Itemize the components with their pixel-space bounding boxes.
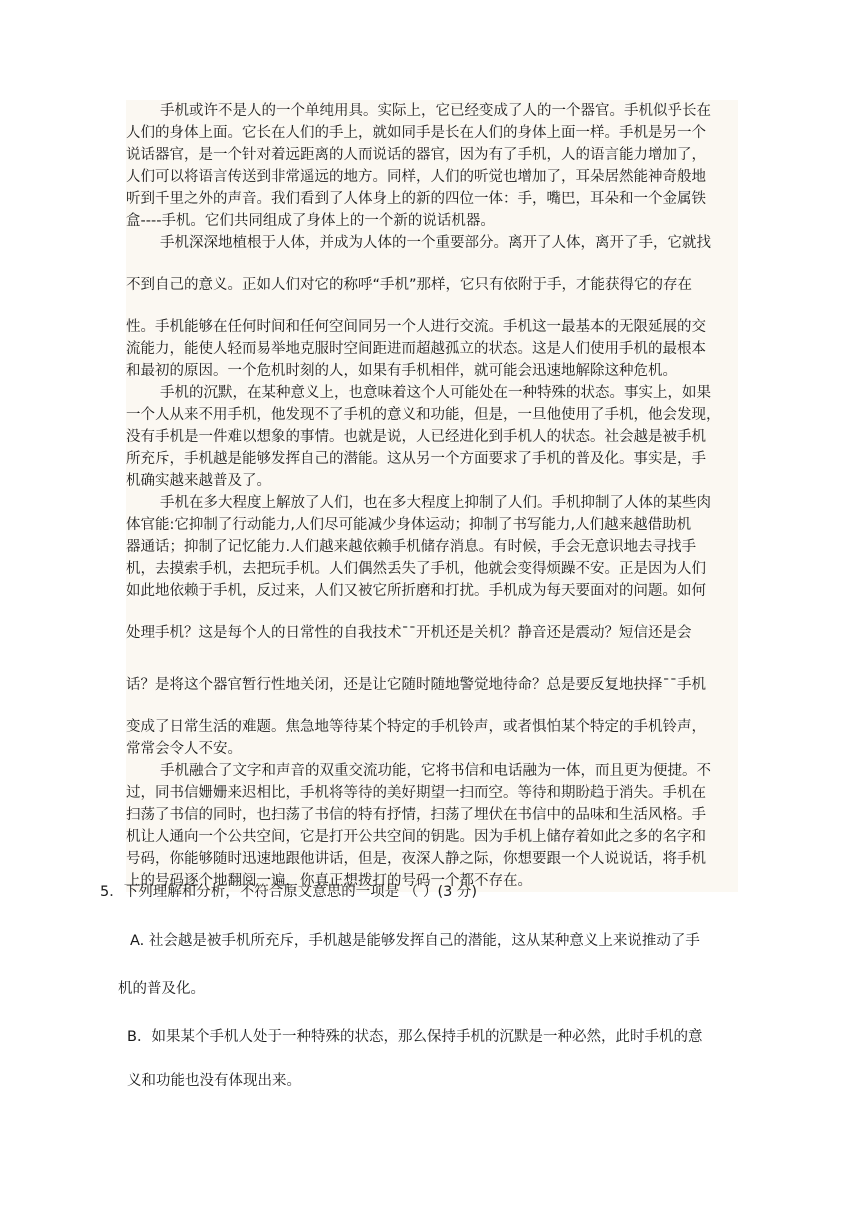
- passage-line: 器通话；抑制了记忆能力.人们越来越依赖手机储存消息。有时候，手会无意识地去寻找手: [126, 539, 697, 555]
- passage-line: 所充斥，手机越是能够发挥自己的潜能。这从另一个方面要求了手机的普及化。事实是，手: [126, 451, 706, 467]
- passage-line: 常常会令人不安。: [126, 741, 242, 757]
- passage-line: 性。手机能够在任何时间和任何空间同另一个人进行交流。手机这一最基本的无限延展的交: [126, 319, 706, 335]
- reading-passage: [126, 100, 738, 892]
- option-a-line-2: 机的普及化。: [118, 981, 205, 997]
- passage-line: 体官能:它抑制了行动能力,人们尽可能减少身体运动；抑制了书写能力,人们越来越借助机: [126, 517, 692, 533]
- passage-line: 听到千里之外的声音。我们看到了人体身上的新的四位一体：手，嘴巴，耳朵和一个金属铁: [126, 191, 706, 207]
- passage-line: 号码，你能够随时迅速地跟他讲话，但是，夜深人静之际，你想要跟一个人说说话，将手机: [126, 851, 706, 867]
- passage-line: 过，同书信姗姗来迟相比，手机将等待的美好期望一扫而空。等待和期盼趋于消失。手机在: [126, 785, 706, 801]
- passage-line: 手机融合了文字和声音的双重交流功能，它将书信和电话融为一体，而且更为便捷。不: [160, 763, 711, 779]
- passage-line: 人们可以将语言传送到非常遥远的地方。同样，人们的听觉也增加了，耳朵居然能神奇般地: [126, 169, 706, 185]
- option-a-line-1: A. 社会越是被手机所充斥，手机越是能够发挥自己的潜能，这从某种意义上来说推动了手: [130, 933, 700, 949]
- line-spacer: [126, 602, 738, 622]
- passage-line: 机让人通向一个公共空间，它是打开公共空间的钥匙。因为手机上储存着如此之多的名字和: [126, 829, 706, 845]
- line-spacer: [126, 296, 738, 316]
- line-spacer: [126, 254, 738, 274]
- passage-line: 变成了日常生活的难题。焦急地等待某个特定的手机铃声，或者惧怕某个特定的手机铃声，: [126, 719, 706, 735]
- passage-line: 一个人从来不用手机，他发现不了手机的意义和功能，但是，一旦他使用了手机，他会发现，: [126, 407, 721, 423]
- question-stem: 5．下列理解和分析，不符合原文意思的一项是 （ ）(3 分): [100, 884, 478, 900]
- passage-line: 话？是将这个器官暂行性地关闭，还是让它随时随地警觉地待命？总是要反复地抉择¯¯手机: [126, 677, 706, 693]
- line-spacer: [126, 644, 738, 674]
- passage-line: 处理手机？这是每个人的日常性的自我技术¯¯开机还是关机？静音还是震动？短信还是会: [126, 625, 692, 641]
- option-b-line-1: B．如果某个手机人处于一种特殊的状态，那么保持手机的沉默是一种必然，此时手机的意: [127, 1029, 703, 1045]
- passage-line: 机，去摸索手机，去把玩手机。人们偶然丢失了手机，他就会变得烦躁不安。正是因为人们: [126, 561, 706, 577]
- passage-line: 手机的沉默，在某种意义上，也意味着这个人可能处在一种特殊的状态。事实上，如果: [160, 385, 711, 401]
- passage-line: 流能力，能使人轻而易举地克服时空间距进而超越孤立的状态。这是人们使用手机的最根本: [126, 341, 706, 357]
- passage-line: 和最初的原因。一个危机时刻的人，如果有手机相伴，就可能会迅速地解除这种危机。: [126, 363, 677, 379]
- passage-line: 上的号码逐个地翻阅一遍，你真正想拨打的号码一个都不存在。: [126, 873, 532, 889]
- option-b-line-2: 义和功能也没有体现出来。: [127, 1073, 301, 1089]
- passage-line: 没有手机是一件难以想象的事情。也就是说，人已经进化到手机人的状态。社会越是被手机: [126, 429, 706, 445]
- passage-line: 扫荡了书信的同时，也扫荡了书信的特有抒情，扫荡了埋伏在书信中的品味和生活风格。手: [126, 807, 706, 823]
- passage-line: 说话器官，是一个针对着远距离的人而说话的器官，因为有了手机，人的语言能力增加了，: [126, 147, 706, 163]
- passage-line: 盒----手机。它们共同组成了身体上的一个新的说话机器。: [126, 213, 495, 229]
- line-spacer: [126, 696, 738, 716]
- passage-line: 不到自己的意义。正如人们对它的称呼“手机”那样，它只有依附于手，才能获得它的存在: [126, 277, 693, 293]
- passage-line: 机确实越来越普及了。: [126, 473, 271, 489]
- passage-line: 手机或许不是人的一个单纯用具。实际上，它已经变成了人的一个器官。手机似乎长在: [160, 103, 711, 119]
- passage-line: 人们的身体上面。它长在人们的手上，就如同手是长在人们的身体上面一样。手机是另一个: [126, 125, 706, 141]
- passage-line: 如此地依赖于手机，反过来，人们又被它所折磨和打扰。手机成为每天要面对的问题。如何: [126, 583, 706, 599]
- passage-line: 手机在多大程度上解放了人们，也在多大程度上抑制了人们。手机抑制了人体的某些肉: [160, 495, 711, 511]
- passage-line: 手机深深地植根于人体，并成为人体的一个重要部分。离开了人体，离开了手，它就找: [160, 235, 711, 251]
